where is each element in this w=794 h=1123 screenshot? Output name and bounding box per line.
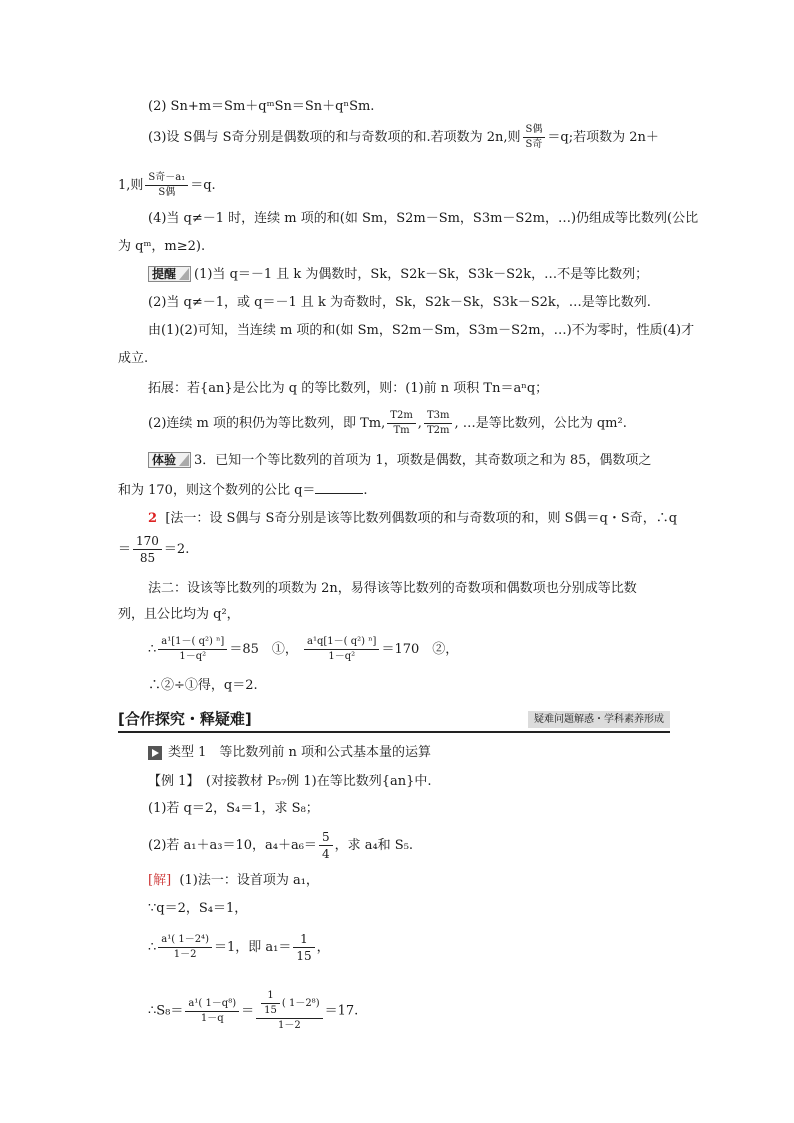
text-span: ∴ <box>148 642 157 657</box>
text-line <box>118 172 216 199</box>
text-line <box>148 266 648 284</box>
text-span: ∴ <box>148 940 157 955</box>
fraction-denominator: 1－2 <box>278 1020 301 1031</box>
fraction-denominator: 85 <box>139 551 156 565</box>
text-line: (1)若 q＝2，S₄＝1，求 S₈； <box>148 801 319 816</box>
fraction-denominator: T2m <box>426 425 450 436</box>
text-span: ∴S₈＝ <box>148 1003 184 1019</box>
text-span: (1)法一：设首项为 a₁， <box>179 873 319 888</box>
text-span: 3．已知一个等比数列的首项为 1，项数是偶数，其奇数项之和为 85，偶数项之 <box>194 453 652 468</box>
answer-value: 2 <box>148 511 158 526</box>
text-span: ＝85 ①， <box>229 642 298 657</box>
text-span: , …是等比数列，公比为 qm². <box>454 416 627 431</box>
text-span: ，求 a₄和 S₅. <box>334 838 414 853</box>
text-span: 1,则 <box>118 178 144 193</box>
fraction-numerator: 5 <box>319 830 333 846</box>
fraction-denominator: 1－q² <box>328 651 356 662</box>
text-line: (2)当 q≠－1，或 q＝－1 且 k 为奇数时，Sk，S2k－Sk，S3k－S2k，…是等比数列. <box>148 295 651 310</box>
text-line: (2)连续 m 项的积仍为等比数列，即 Tm, $\frac{T2m}{Tm}$ , $\frac{T3m}{T2m}$ , …是等比数列，公比为 qm². <box>148 410 627 436</box>
solution-label: [解] <box>148 873 172 888</box>
fraction <box>261 990 280 1017</box>
fraction <box>304 636 379 663</box>
section-header <box>118 708 670 732</box>
section-divider <box>118 731 670 733</box>
fraction-denominator: S奇 <box>525 139 543 150</box>
text-line: 拓展：若{an}是公比为 q 的等比数列，则：(1)前 n 项积 Tn＝aⁿq； <box>148 381 549 396</box>
play-arrow-icon <box>148 746 162 760</box>
text-line <box>148 932 330 963</box>
fraction-numerator: a¹[1－( q²) ⁿ] <box>158 636 227 650</box>
text-span: ＝q. <box>190 178 216 193</box>
text-line <box>148 990 358 1032</box>
text-line <box>148 452 651 470</box>
text-span: (2)若 a₁＋a₃＝10，a₄＋a₆＝ <box>148 838 317 853</box>
fraction-numerator: S奇－a₁ <box>145 172 188 186</box>
fraction-denominator: S偶 <box>158 187 176 198</box>
fraction <box>158 934 212 961</box>
fraction-denominator: 4 <box>321 847 330 861</box>
text-line <box>148 636 458 663</box>
fraction <box>158 636 227 663</box>
fraction-numerator: T2m <box>387 410 416 424</box>
fraction-denominator: 1－q <box>200 1012 224 1024</box>
section-badge: 疑难问题解惑・学科素养形成 <box>528 711 670 728</box>
fraction-numerator: a¹q[1－( q²) ⁿ] <box>304 636 379 650</box>
fraction-numerator: a¹( 1－2⁴) <box>158 934 212 948</box>
fraction-numerator: 1 <box>261 990 280 1004</box>
text-line: 成立. <box>118 351 149 366</box>
fraction-denominator: 15 <box>296 949 312 963</box>
text-span: ＝17. <box>324 1003 359 1019</box>
text-line: 为 qᵐ，m≥2). <box>118 239 206 254</box>
text-line: ∴②÷①得，q＝2. <box>148 678 258 693</box>
text-span: ＝1，即 a₁＝ <box>213 940 292 955</box>
fraction <box>185 998 239 1025</box>
text-line: (2) Sn+m＝Sm＋qᵐSn＝Sn＋qⁿSm. <box>148 99 375 114</box>
text-line <box>148 872 319 890</box>
text-line <box>118 534 189 565</box>
fraction-numerator: S偶 <box>523 124 546 138</box>
text-line: 由(1)(2)可知，当连续 m 项的和(如 Sm，S2m－Sm，S3m－S2m，…)不为零时，性质(4)才 <box>148 323 695 338</box>
fraction-numerator: a¹( 1－q⁸) <box>185 998 239 1012</box>
fraction-numerator: T3m <box>424 410 453 424</box>
text-line <box>148 510 677 528</box>
section-title: [合作探究・释疑难] <box>118 710 252 728</box>
text-line <box>148 124 659 151</box>
text-span: 和为 170，则这个数列的公比 q＝ <box>118 483 316 498</box>
fraction <box>319 830 333 861</box>
text-span: . <box>363 483 368 498</box>
fraction <box>424 410 453 437</box>
text-line: ∵q＝2，S₄＝1， <box>148 901 248 916</box>
text-span: ＝ <box>118 542 132 557</box>
tip-tag: 提醒 <box>148 266 191 282</box>
text-span: ＝170 ②， <box>381 642 459 657</box>
fraction-numerator <box>256 990 322 1019</box>
text-line: 法二：设该等比数列的项数为 2n，易得该等比数列的奇数项和偶数项也分别成等比数 <box>148 581 637 596</box>
fraction <box>293 932 314 963</box>
fraction <box>256 990 322 1032</box>
fraction <box>387 410 416 437</box>
text-line <box>148 830 413 861</box>
fraction-denominator: 15 <box>264 1005 277 1016</box>
fraction <box>145 172 188 199</box>
text-span: ＝2. <box>163 542 190 557</box>
text-span: ( 1－2⁸) <box>281 998 320 1009</box>
text-line: 列，且公比均为 q²， <box>118 607 240 622</box>
text-span: ， <box>316 940 330 955</box>
fraction-numerator: 1 <box>293 932 314 948</box>
answer-blank <box>315 481 363 494</box>
type-heading: 类型 1 等比数列前 n 项和公式基本量的运算 <box>168 745 432 760</box>
text-line: (4)当 q≠－1 时，连续 m 项的和(如 Sm，S2m－Sm，S3m－S2m，…)仍组成等比数列(公比 <box>148 211 699 226</box>
text-line <box>118 481 368 500</box>
fraction <box>133 534 162 565</box>
experience-tag: 体验 <box>148 452 191 468</box>
text-span: [法一：设 S偶与 S奇分别是该等比数列偶数项的和与奇数项的和，则 S偶＝q・S奇，∴q <box>165 511 678 526</box>
fraction-denominator: Tm <box>393 425 410 436</box>
text-span: (1)当 q＝－1 且 k 为偶数时，Sk，S2k－Sk，S3k－S2k，…不是等比数列； <box>194 267 649 282</box>
text-line: 【例 1】 (对接教材 P₅₇例 1)在等比数列{an}中. <box>148 774 432 789</box>
fraction <box>523 124 546 151</box>
fraction-denominator: 1－2 <box>173 949 197 960</box>
text-span: (2)连续 m 项的积仍为等比数列，即 Tm, <box>148 416 386 431</box>
text-span: ＝q;若项数为 2n＋ <box>547 130 659 145</box>
fraction-denominator: 1－q² <box>179 651 207 662</box>
text-span: ＝ <box>241 1003 255 1019</box>
text-line <box>148 744 431 762</box>
text-span: (3)设 S偶与 S奇分别是偶数项的和与奇数项的和.若项数为 2n,则 <box>148 130 521 145</box>
fraction-numerator: 170 <box>133 534 162 550</box>
